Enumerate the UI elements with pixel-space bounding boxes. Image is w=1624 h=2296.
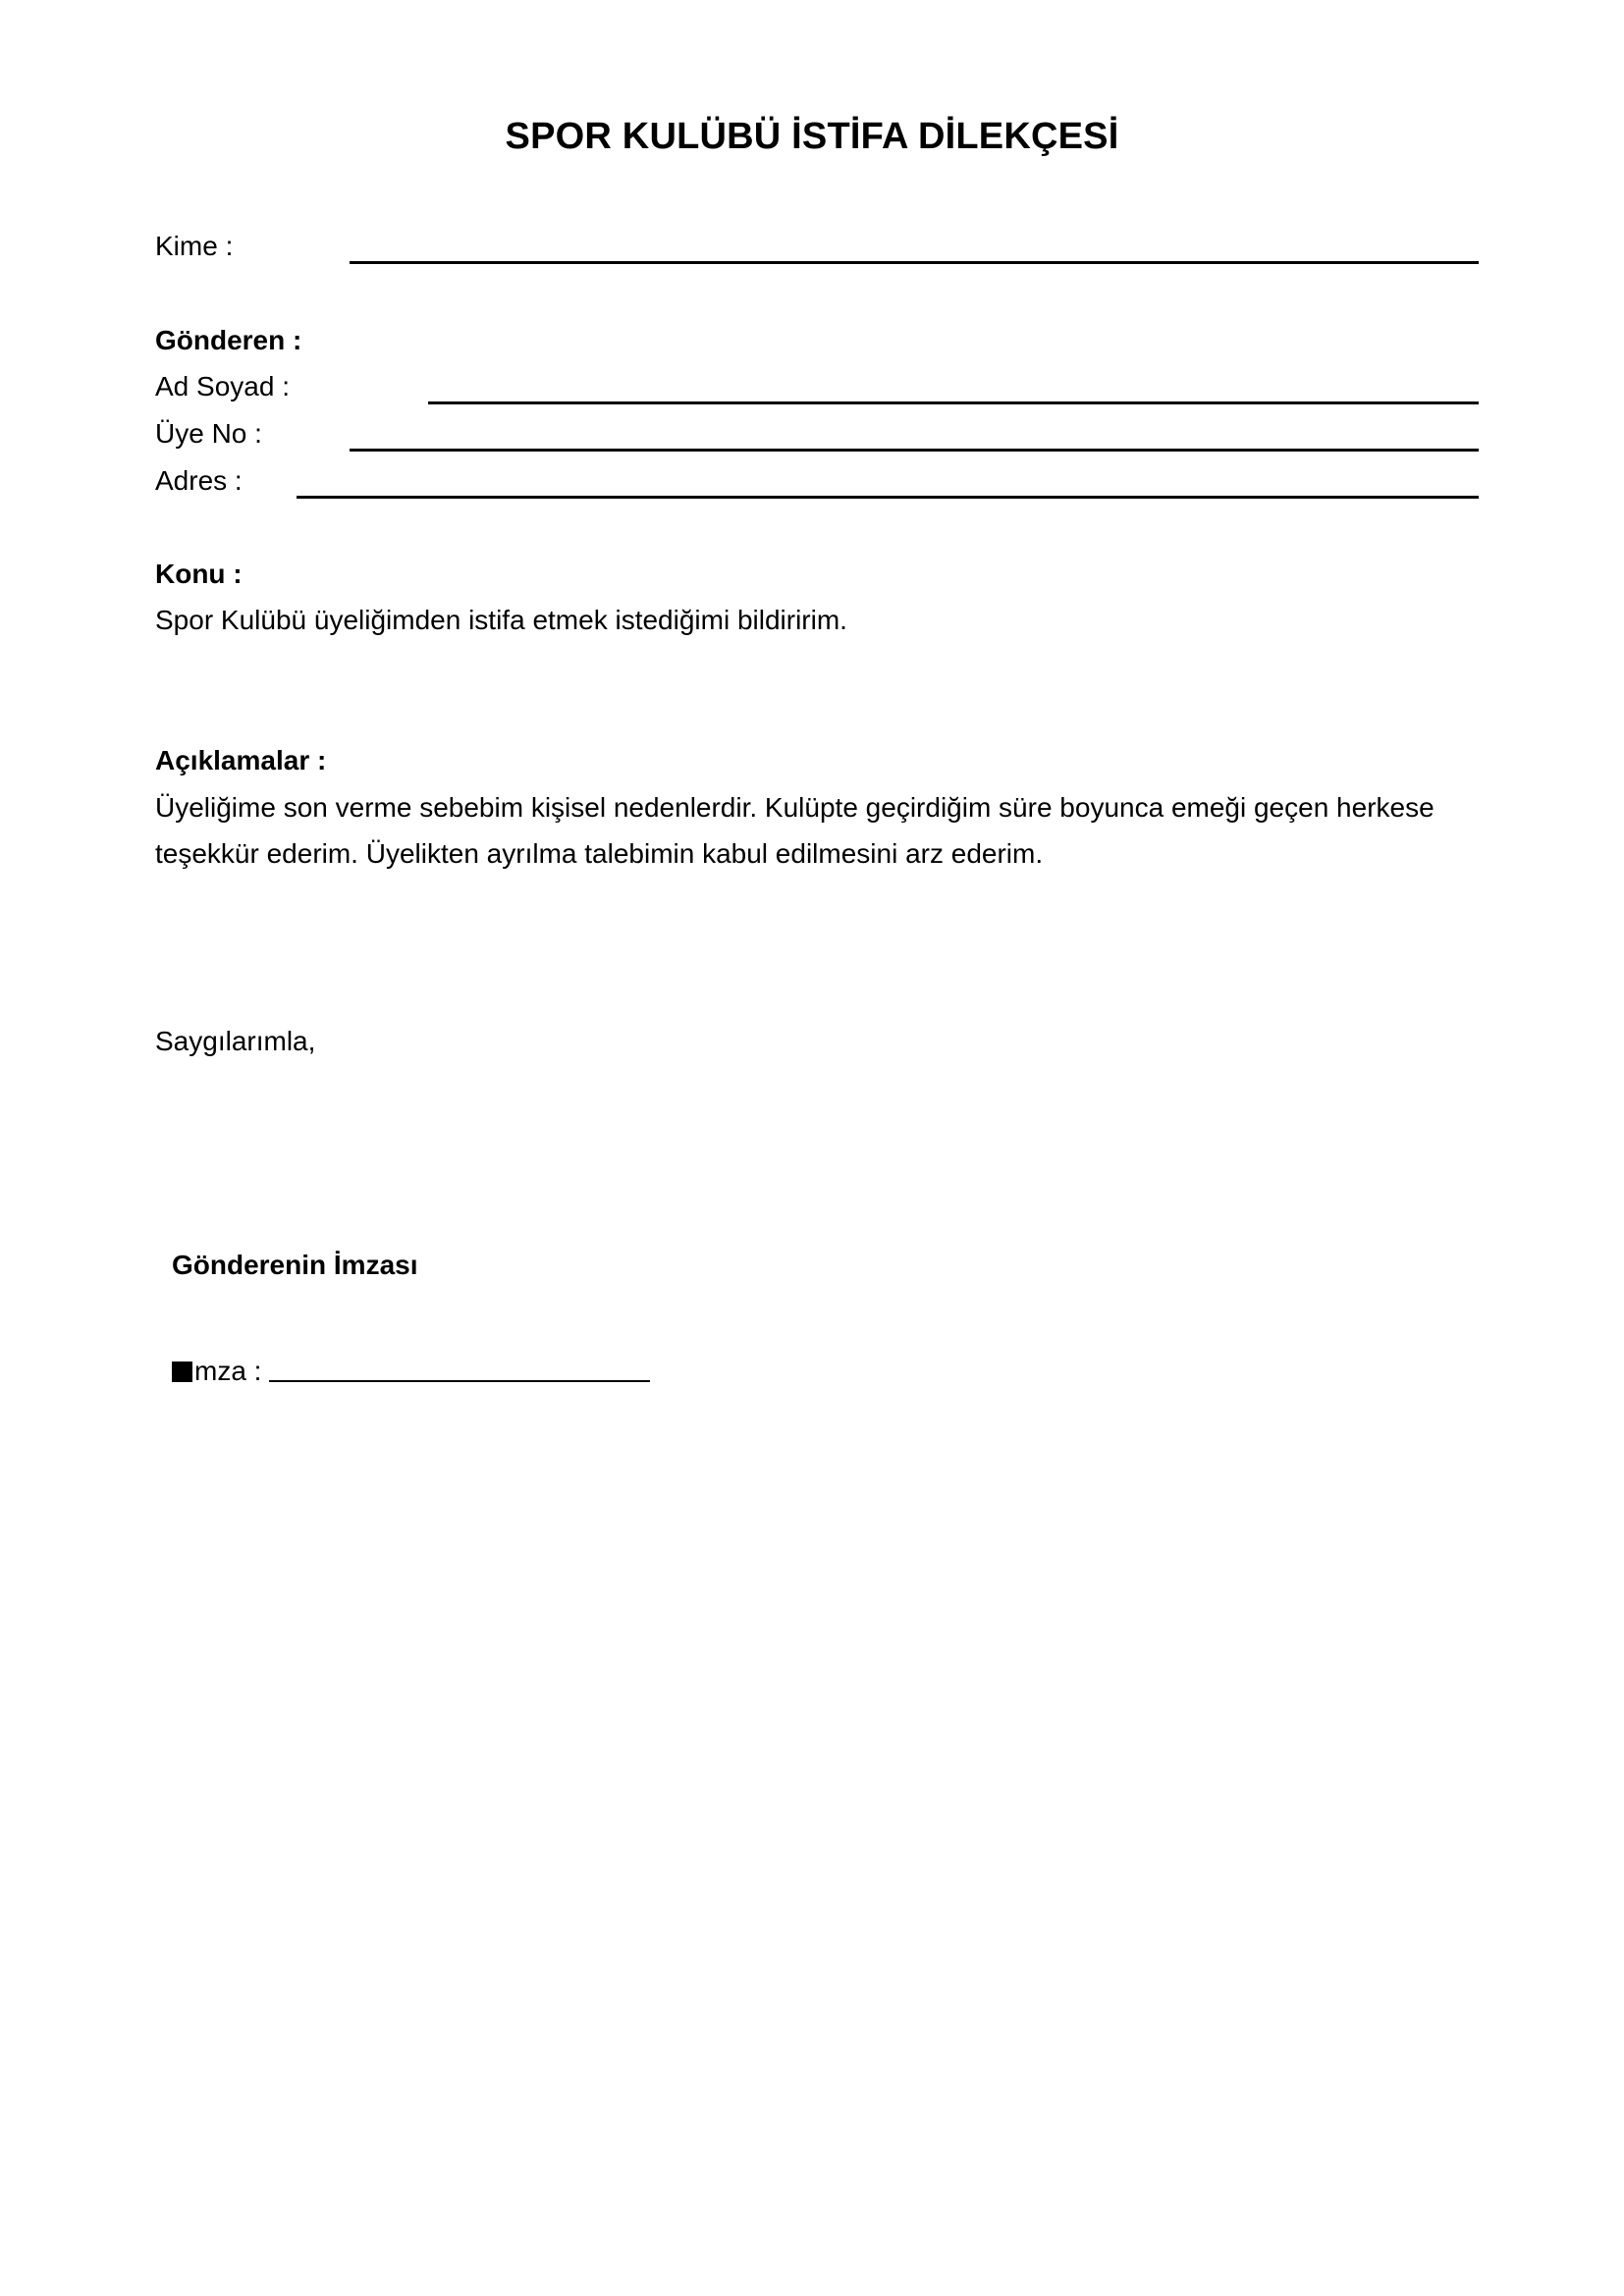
closing-text: Saygılarımla, (155, 1026, 316, 1056)
signature-fill-line (269, 1380, 650, 1382)
sender-member-no-fill-line (350, 449, 1479, 452)
signature-label: mza : (194, 1356, 262, 1386)
explanations-text: Üyeliğime son verme sebebim kişisel nedenlerdir. Kulüpte geçirdiğim süre boyunca emeği geçen herkese teşekkür ederim. Üyelikten ayrılma talebimin kabul edilmesini arz ederim. (155, 792, 1435, 869)
signature-row (172, 1355, 650, 1388)
sender-address-label: Adres : (155, 465, 243, 496)
document-title: SPOR KULÜBÜ İSTİFA DİLEKÇESİ (505, 116, 1119, 157)
sender-name-fill-line (428, 401, 1479, 404)
recipient-label: Kime : (155, 231, 234, 261)
sender-address-fill-line (297, 496, 1479, 499)
subject-text: Spor Kulübü üyeliğimden istifa etmek istediğimi bildiririm. (155, 605, 847, 635)
sender-member-no-label: Üye No : (155, 418, 262, 449)
subject-heading: Konu : (155, 559, 243, 589)
missing-glyph-square-icon (172, 1362, 192, 1382)
signature-heading: Gönderenin İmzası (172, 1250, 418, 1280)
explanations-heading: Açıklamalar : (155, 745, 327, 775)
recipient-fill-line (350, 261, 1479, 264)
sender-name-label: Ad Soyad : (155, 371, 290, 401)
sender-heading: Gönderen : (155, 325, 302, 355)
